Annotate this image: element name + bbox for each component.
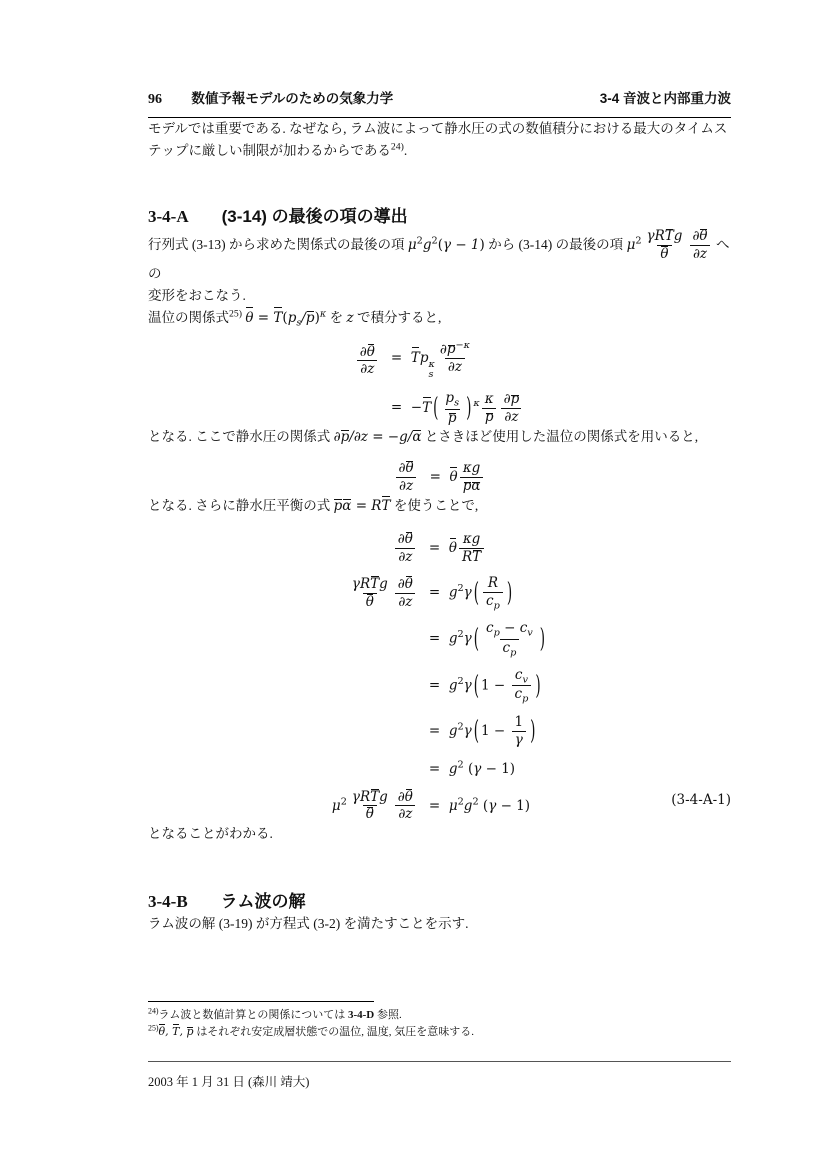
intro-paragraph: モデルでは重要である. なぜなら, ラム波によって静水圧の式の数値積分における最大のタイムス テップに厳しい制限が加わるからである$^{24)}$. [148, 121, 728, 158]
footer-rule [148, 1061, 731, 1062]
section-a-heading [148, 206, 731, 228]
equation-rhs: = $g^2$ (γ − 1) [428, 759, 516, 777]
footnotes [148, 1007, 731, 1040]
footnote: $^{24)}$ラム波と数値計算との関係については 3-4-D 参照. [148, 1006, 402, 1021]
equation-block-2 [148, 460, 731, 495]
section-b-number: 3-4-B [148, 892, 188, 912]
book-title: 数値予報モデルのための気象力学 [191, 91, 394, 106]
paragraph-potential-temp: 温位の関係式$^{25)}$ $\theta = T(p_s/p)^\kappa$ を z で積分すると, [148, 308, 442, 329]
equation-rhs: = $g^2\gamma$ ( 1 − $\frac{1}{\gamma}$ ) [428, 713, 536, 748]
equation-rhs: = $\mu^2g^2$ (γ − 1) [428, 796, 531, 814]
footer-date: 2003 年 1 月 31 日 (森川 靖大) [148, 1075, 310, 1089]
equation-block-3 [148, 531, 731, 823]
paragraph-balance: となる. さらに静水圧平衡の式 pα = RT を使うことで, [148, 495, 731, 517]
equation-lhs: γRTg θ $\frac{\partial\theta}{\partial z}$ [347, 576, 418, 611]
equation-rhs: = −T ( $\frac{p_s}{p}$ ) $^\kappa$ $\frac{\kappa}{p}$ $\frac{\partial p}{\partial z}$ [380, 390, 524, 426]
section-a-number: 3-4-A [148, 207, 189, 226]
equation-rhs: = Tp κ s $\frac{\partial p^{-\kappa}}{\partial z}$ [390, 339, 471, 381]
footnote: $^{25)}$θ, T, p はそれぞれ安定成層状態での温位, 温度, 気圧を意味する. [148, 1024, 731, 1041]
equation-number: (3-4-A-1) [671, 792, 731, 809]
equation-rhs: = $g^2\gamma$ ( $\frac{c_p - c_v}{c_p}$ ) [428, 620, 546, 659]
paragraph-derivation-intro: 行列式 (3-13) から求めた関係式の最後の項 $\mu^2g^2(\gamma - 1)$ から (3-14) の最後の項 $\mu^2$ γRTg θ $\frac{\partial\theta}{\partial z}$ への 変形をおこなう. [148, 228, 730, 303]
paragraph-conclusion: となることがわかる. [148, 826, 273, 842]
footnote-rule [148, 1001, 374, 1002]
equation-rhs: = θ $\frac{\kappa g}{RT}$ [418, 531, 486, 566]
paragraph-hydrostatic: となる. ここで静水圧の関係式 ∂p/∂z = −g/α とさきほど使用した温位の関係式を用いると, [148, 426, 731, 448]
equation-lhs: $\mu^2$ γRTg θ $\frac{\partial\theta}{\partial z}$ [332, 789, 418, 824]
page-number: 96 [148, 92, 162, 107]
equation-rhs: = $g^2\gamma$ ( $\frac{R}{c_p}$ ) [428, 574, 513, 612]
section-running-title: 3-4 音波と内部重力波 [599, 91, 731, 106]
equation-block-1 [148, 341, 731, 427]
equation-lhs: $\frac{\partial\theta}{\partial z}$ [394, 460, 419, 495]
header-left [148, 88, 393, 111]
section-a-title: (3-14) の最後の項の導出 [221, 207, 408, 226]
vertical-spacer [148, 935, 731, 1001]
section-b-heading [148, 891, 731, 913]
equation-rhs: = $g^2\gamma$ ( 1 − $\frac{c_v}{c_p}$ ) [428, 666, 541, 706]
equation-rhs: = θ $\frac{\kappa g}{p\alpha}$ [419, 460, 486, 495]
equation-lhs: $\frac{\partial\theta}{\partial z}$ [393, 531, 418, 566]
page-header [148, 88, 731, 111]
section-b-title: ラム波の解 [220, 892, 306, 912]
equation-lhs: $\frac{\partial\theta}{\partial z}$ [355, 344, 380, 379]
paragraph-lamb-solution: ラム波の解 (3-19) が方程式 (3-2) を満たすことを示す. [148, 916, 469, 932]
